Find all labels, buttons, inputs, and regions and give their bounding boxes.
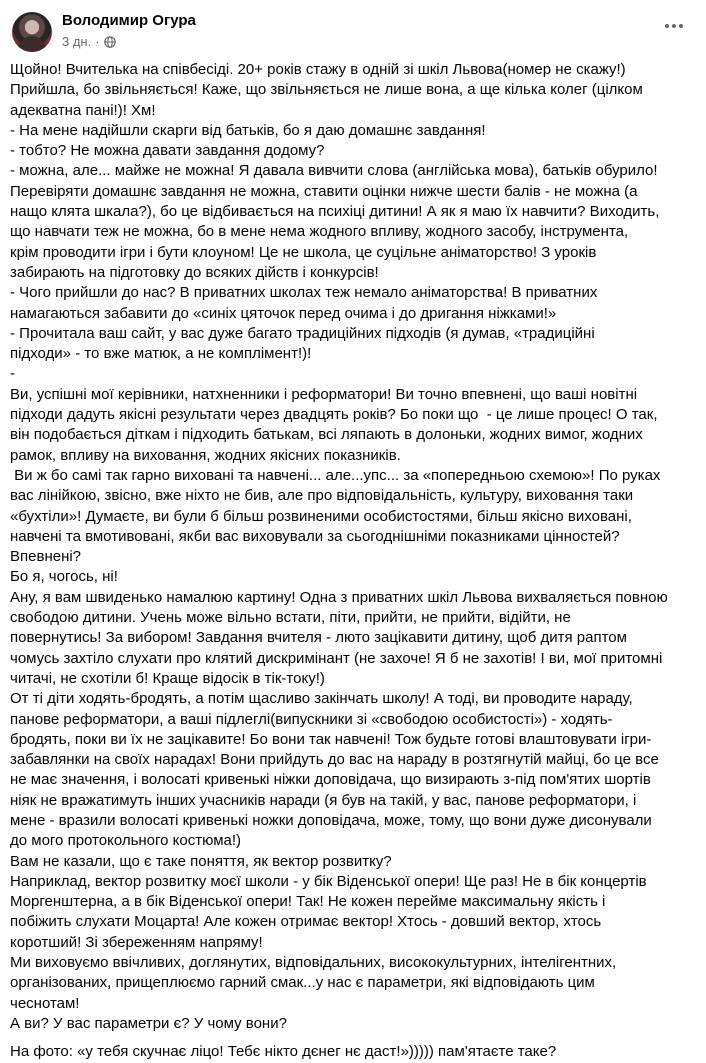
meta-separator: · <box>95 34 100 49</box>
post-body: Щойно! Вчителька на співбесіді. 20+ років стажу в одній зі шкіл Львова(номер не скажу!) Прийшла, бо звільняється! Каже, що звільняється не лише вона, а ще кілька колег (цілком адекватна пані!)! Хм! - На мене надійшли скарги від батьків, бо я даю домашнє завдання! - тобто? Не можна давати завдання додому? - можна, але... майже не можна! Я давала вивчити слова (англійська мова), батьків обурило! Перевіряти домашнє завдання не можна, ставити оцінки нижче шести балів - не можна (а нащо клята шкала?), бо це відбивається на психіці дитини! А як я маю їх навчити? Виходить, що навчати теж не можна, бо в мене нема жодного впливу, жодного засобу, інструмента, крім проводити ігри і бути клоуном! Це не школа, це суцільне аніматорство! З уроків забирають на підготовку до всяких дійств і конкурсів! - Чого прийшли до нас? В приватних школах теж немало аніматорства! В приватних намагаються забавити до «синіх цяточок перед очима і до дригання ніжками!» - Прочитала ваш сайт, у вас дуже багато традиційних підходів (я думав, «традиційні підходи» - то вже матюк, а не комплімент!)! - Ви, успішні мої керівники, натхненники і реформатори! Ви точно впевнені, що ваші новітні підходи дадуть якісні результати через двадцять років? Бо поки що - це лише процес! О так, він подобається діткам і підходить батькам, всі ляпають в долоньки, жодних вимог, жодних рамок, впливу на виховання, жодних якісних показників. Ви ж бо самі так гарно виховані та навчені... але...упс... за «попередньою схемою»! По руках вас лінійкою, звісно, вже ніхто не бив, але про відповідальність, культуру, виховання таки «бухтіли»! Думаєте, ви були б більш розвиненими особистостями, більш якісно виховані, навчені та вмотивовані, якби вас виховували за сьогоднішніми показниками цінностей? Впевнені? Бо я, чогось, ні! Ану, я вам швиденько намалюю картину! Одна з приватних шкіл Львова вихваляється повною свободою дитини. Учень може вільно встати, піти, прийти, не прийти, відійти, не повернутись! За вибором! Завдання вчителя - люто зацікавити дитину, щоб дитя раптом чомусь захтіло слухати про клятий дискримінант (не захоче! Я б не захотів! І ви, мої притомні читачі, не схотіли б! Краще відосік в тік-току!) От ті діти ходять-бродять, а потім щасливо закінчать школу! А тоді, ви проводите нараду, панове реформатори, а ваші підлеглі(випускники зі «свободою особистості») - ходять- бродять, поки ви їх не зацікавите! Бо вони так навчені! Тож будьте готові влаштовувати ігри- забавлянки на своїх нарадах! Вони прийдуть до вас на нараду в розтягнутій майці, бо це все не має значення, і волосаті кривенькі ніжки доповідача, що визирають з-під пом'ятих шортів ніяк не вражатимуть інших учасників наради (я був на такій, у вас, панове реформатори, і мене - вразили волосаті кривенькі ножки доповідача, може, тому, що вони дуже дисонували до мого протокольного костюма!) Вам не казали, що є таке поняття, як вектор розвитку? Наприклад, вектор розвитку моєї школи - у бік Віденської опери! Ще раз! Не в бік концертів Моргенштерна, а в бік Віденської опери! Так! Не кожен перейме максимальну якість і побіжить слухати Моцарта! Але кожен отримає вектор! Хтось - довший вектор, хтось коротший! Зі збереженням напряму! Ми виховуємо ввічливих, доглянутих, відповідальних, висококультурних, інтелігентних, організованих, прищеплюємо гарний смак...у нас є параметри, які відповідають цим чеснотам! А ви? У вас параметри є? У чому вони? <box>10 61 668 1032</box>
photo-caption: На фото: «у тебя скучнає ліцо! Тебє нікто дєнег нє даст!»))))) пам'ятаєте таке? <box>10 1043 557 1061</box>
post-text <box>10 60 700 1063</box>
author-name[interactable]: Володимир Огура <box>62 12 196 29</box>
more-options-icon[interactable] <box>658 14 690 38</box>
globe-icon[interactable] <box>104 36 116 48</box>
post-meta <box>62 34 116 49</box>
post-header <box>10 10 696 54</box>
post-timestamp[interactable]: 3 дн. <box>62 34 92 49</box>
avatar[interactable] <box>12 12 52 52</box>
